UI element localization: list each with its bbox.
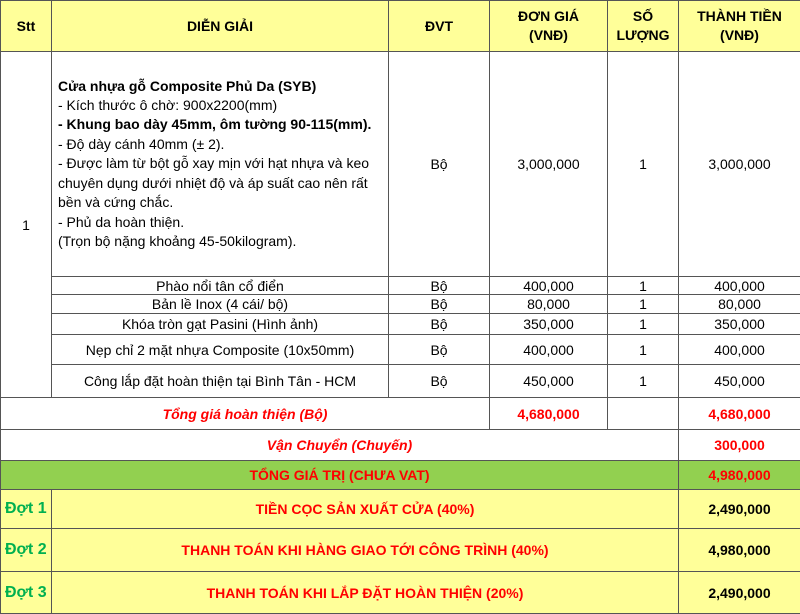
sub-item-thanh-tien: 400,000 <box>679 335 800 365</box>
sub-item-don-gia: 400,000 <box>490 277 608 295</box>
payment-row <box>1 572 800 614</box>
sub-item-thanh-tien: 350,000 <box>679 314 800 335</box>
main-item-row <box>1 52 800 277</box>
sub-item-dvt: Bộ <box>389 365 490 398</box>
subtotal-so-luong <box>608 398 679 430</box>
sub-item-name: Công lắp đặt hoàn thiện tại Bình Tân - HCM <box>52 365 389 398</box>
sub-item-thanh-tien: 400,000 <box>679 277 800 295</box>
sub-item-don-gia: 350,000 <box>490 314 608 335</box>
sub-item-don-gia: 400,000 <box>490 335 608 365</box>
payment-row <box>1 490 800 529</box>
main-item-line: - Phủ da hoàn thiện. <box>58 213 185 230</box>
sub-item-don-gia: 450,000 <box>490 365 608 398</box>
sub-item-thanh-tien: 80,000 <box>679 295 800 314</box>
header-so-luong: SỐ LƯỢNG <box>608 1 679 52</box>
main-item-line: - Độ dày cánh 40mm (± 2). <box>58 135 225 152</box>
sub-item-so-luong: 1 <box>608 295 679 314</box>
payment-phase: Đợt 1 <box>1 490 52 529</box>
payment-amount: 2,490,000 <box>679 490 800 529</box>
header-dvt: ĐVT <box>389 1 490 52</box>
header-stt: Stt <box>1 1 52 52</box>
main-item-line: - Khung bao dày 45mm, ôm tường 90-115(mm). <box>58 116 372 133</box>
table-row <box>1 365 800 398</box>
table-row <box>1 335 800 365</box>
sub-item-dvt: Bộ <box>389 335 490 365</box>
sub-item-so-luong: 1 <box>608 314 679 335</box>
sub-item-so-luong: 1 <box>608 277 679 295</box>
table-row <box>1 277 800 295</box>
sub-item-name: Bản lề Inox (4 cái/ bộ) <box>52 295 389 314</box>
table-row <box>1 295 800 314</box>
main-item-dvt: Bộ <box>389 52 490 277</box>
payment-label: THANH TOÁN KHI LẮP ĐẶT HOÀN THIỆN (20%) <box>52 572 679 614</box>
header-thanh-tien: THÀNH TIỀN (VNĐ) <box>679 1 800 52</box>
total-thanh-tien: 4,980,000 <box>679 461 800 490</box>
sub-item-thanh-tien: 450,000 <box>679 365 800 398</box>
shipping-label: Vận Chuyển (Chuyến) <box>1 430 679 461</box>
main-item-don-gia: 3,000,000 <box>490 52 608 277</box>
main-item-description <box>52 52 389 277</box>
sub-item-so-luong: 1 <box>608 365 679 398</box>
sub-item-dvt: Bộ <box>389 314 490 335</box>
header-dien-giai: DIỄN GIẢI <box>52 1 389 52</box>
main-item-so-luong: 1 <box>608 52 679 277</box>
item-stt: 1 <box>1 52 52 398</box>
sub-item-don-gia: 80,000 <box>490 295 608 314</box>
header-row <box>1 1 800 52</box>
payment-label: THANH TOÁN KHI HÀNG GIAO TỚI CÔNG TRÌNH (40%) <box>52 529 679 572</box>
subtotal-label: Tổng giá hoàn thiện (Bộ) <box>1 398 490 430</box>
payment-phase: Đợt 3 <box>1 572 52 614</box>
sub-item-name: Phào nổi tân cổ điển <box>52 277 389 295</box>
main-item-title: Cửa nhựa gỗ Composite Phủ Da (SYB) <box>58 77 317 94</box>
shipping-thanh-tien: 300,000 <box>679 430 800 461</box>
sub-item-dvt: Bộ <box>389 277 490 295</box>
header-don-gia: ĐƠN GIÁ (VNĐ) <box>490 1 608 52</box>
sub-item-so-luong: 1 <box>608 335 679 365</box>
subtotal-row <box>1 398 800 430</box>
main-item-line: (Trọn bộ nặng khoảng 45-50kilogram). <box>58 232 297 249</box>
subtotal-don-gia: 4,680,000 <box>490 398 608 430</box>
total-row <box>1 461 800 490</box>
main-item-thanh-tien: 3,000,000 <box>679 52 800 277</box>
payment-amount: 2,490,000 <box>679 572 800 614</box>
payment-label: TIỀN CỌC SẢN XUẤT CỬA (40%) <box>52 490 679 529</box>
sub-item-name: Khóa tròn gạt Pasini (Hình ảnh) <box>52 314 389 335</box>
total-label: TỔNG GIÁ TRỊ (CHƯA VAT) <box>1 461 679 490</box>
payment-row <box>1 529 800 572</box>
main-item-line: - Kích thước ô chờ: 900x2200(mm) <box>58 97 278 114</box>
payment-amount: 4,980,000 <box>679 529 800 572</box>
payment-phase: Đợt 2 <box>1 529 52 572</box>
sub-item-dvt: Bộ <box>389 295 490 314</box>
table-row <box>1 314 800 335</box>
sub-item-name: Nẹp chỉ 2 mặt nhựa Composite (10x50mm) <box>52 335 389 365</box>
main-item-line: - Được làm từ bột gỗ xay mịn với hạt nhựa và keo chuyên dụng dưới nhiệt độ và áp suất cao nên rất bền và cứng chắc. <box>58 155 370 211</box>
subtotal-thanh-tien: 4,680,000 <box>679 398 800 430</box>
shipping-row <box>1 430 800 461</box>
